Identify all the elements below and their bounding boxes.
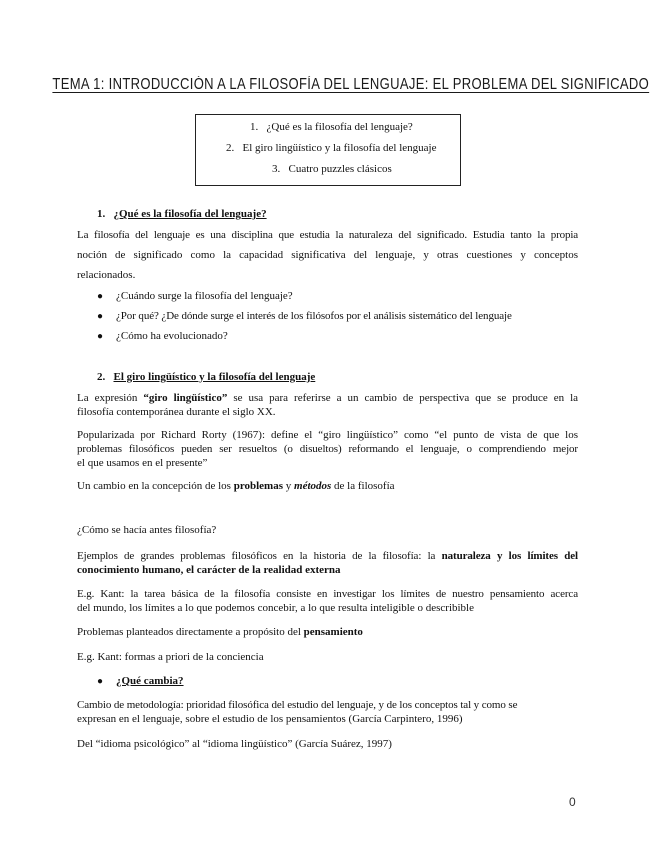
- paragraph-line: [77, 391, 578, 406]
- paragraph-line: [77, 563, 578, 578]
- toc-item-label: Cuatro puzzles clásicos: [288, 163, 392, 175]
- list-item: ¿Cómo ha evolucionado?: [116, 330, 228, 342]
- text-run: de la filosofía: [334, 480, 395, 492]
- text-run: se usa para referirse a un cambio de perspectiva que se produce en la: [233, 392, 579, 404]
- text-run: y: [285, 480, 292, 492]
- text-run: Un cambio en la concepción de los: [77, 480, 231, 492]
- paragraph-line: expresan en el lenguaje, sobre el estudio de los pensamientos (García Carpintero, 1996): [77, 713, 463, 725]
- paragraph-line: Cambio de metodología: prioridad filosófica del estudio del lenguaje, y de los conceptos tal y como se: [77, 699, 518, 711]
- toc-item-number: 3.: [272, 163, 281, 175]
- list-item: ¿Por qué? ¿De dónde surge el interés de los filósofos por el análisis sistemático del lenguaje: [116, 310, 512, 322]
- paragraph-line: [77, 479, 578, 494]
- text-run: La expresión: [77, 392, 138, 404]
- bullet-icon: ●: [97, 291, 104, 302]
- toc-item-number: 2.: [226, 142, 235, 154]
- paragraph-line: del mundo, los límites a lo que podemos concebir, a lo que resulta inteligible o describible: [77, 602, 474, 614]
- question-line: ¿Cómo se hacía antes filosofía?: [77, 524, 217, 536]
- text-run: Problemas planteados directamente a propósito del: [77, 626, 301, 638]
- bold-term: problemas: [233, 480, 284, 492]
- section-title: ¿Qué es la filosofía del lenguaje?: [113, 208, 267, 220]
- toc-item-3: [272, 163, 392, 175]
- bold-term: naturaleza y los límites del: [441, 550, 578, 562]
- paragraph-line: E.g. Kant: la tarea básica de la filosofía consiste en investigar los límites de nuestro pensamiento acerca: [77, 588, 578, 600]
- section-1-heading: [97, 208, 267, 220]
- toc-item-label: ¿Qué es la filosofía del lenguaje?: [266, 121, 413, 133]
- toc-item-label: El giro lingüístico y la filosofía del lenguaje: [242, 142, 437, 154]
- paragraph-line: [77, 625, 578, 640]
- paragraph-line: La filosofía del lenguaje es una disciplina que estudia la naturaleza del significado. Estudia tanto la propia: [77, 229, 578, 241]
- paragraph-line: el que usamos en el presente”: [77, 457, 208, 469]
- section-number: 1.: [97, 208, 106, 220]
- bold-term: pensamiento: [303, 626, 363, 638]
- paragraph-line: noción de significado como la capacidad significativa del lenguaje, y otras cuestiones y conceptos: [77, 249, 578, 261]
- toc-item-1: [250, 121, 413, 133]
- section-title: El giro lingüístico y la filosofía del lenguaje: [113, 371, 316, 383]
- paragraph-line: relacionados.: [77, 269, 136, 281]
- table-of-contents: [195, 114, 461, 186]
- bullet-heading: ¿Qué cambia?: [116, 675, 184, 687]
- paragraph-line: [77, 549, 578, 564]
- text-run: Ejemplos de grandes problemas filosóficos en la historia de la filosofía: la: [77, 550, 436, 562]
- paragraph-line: E.g. Kant: formas a priori de la conciencia: [77, 651, 264, 663]
- paragraph-line: Del “idioma psicológico” al “idioma lingüístico” (García Suárez, 1997): [77, 738, 392, 750]
- paragraph-line: filosofía contemporánea durante el siglo XX.: [77, 406, 276, 418]
- document-title: TEMA 1: INTRODUCCIÓN A LA FILOSOFÍA DEL LENGUAJE: EL PROBLEMA DEL SIGNIFICADO: [52, 76, 650, 93]
- bullet-icon: ●: [97, 676, 104, 687]
- section-number: 2.: [97, 371, 106, 383]
- paragraph-line: Popularizada por Richard Rorty (1967): define el “giro lingüístico” como “el punto de vista de que los: [77, 429, 578, 441]
- toc-item-number: 1.: [250, 121, 259, 133]
- list-item: ¿Cuándo surge la filosofía del lenguaje?: [116, 290, 293, 302]
- bold-term: métodos: [294, 480, 332, 492]
- bullet-icon: ●: [97, 331, 104, 342]
- bold-term: conocimiento humano, el carácter de la realidad externa: [77, 564, 341, 576]
- paragraph-line: problemas filosóficos pueden ser resueltos (o disueltos) reformando el lenguaje, o comprendiendo mejor: [77, 443, 578, 455]
- page-number: 0: [569, 795, 576, 809]
- section-2-heading: [97, 371, 315, 383]
- toc-item-2: [226, 142, 436, 154]
- bold-term: “giro lingüístico”: [143, 392, 228, 404]
- bullet-icon: ●: [97, 311, 104, 322]
